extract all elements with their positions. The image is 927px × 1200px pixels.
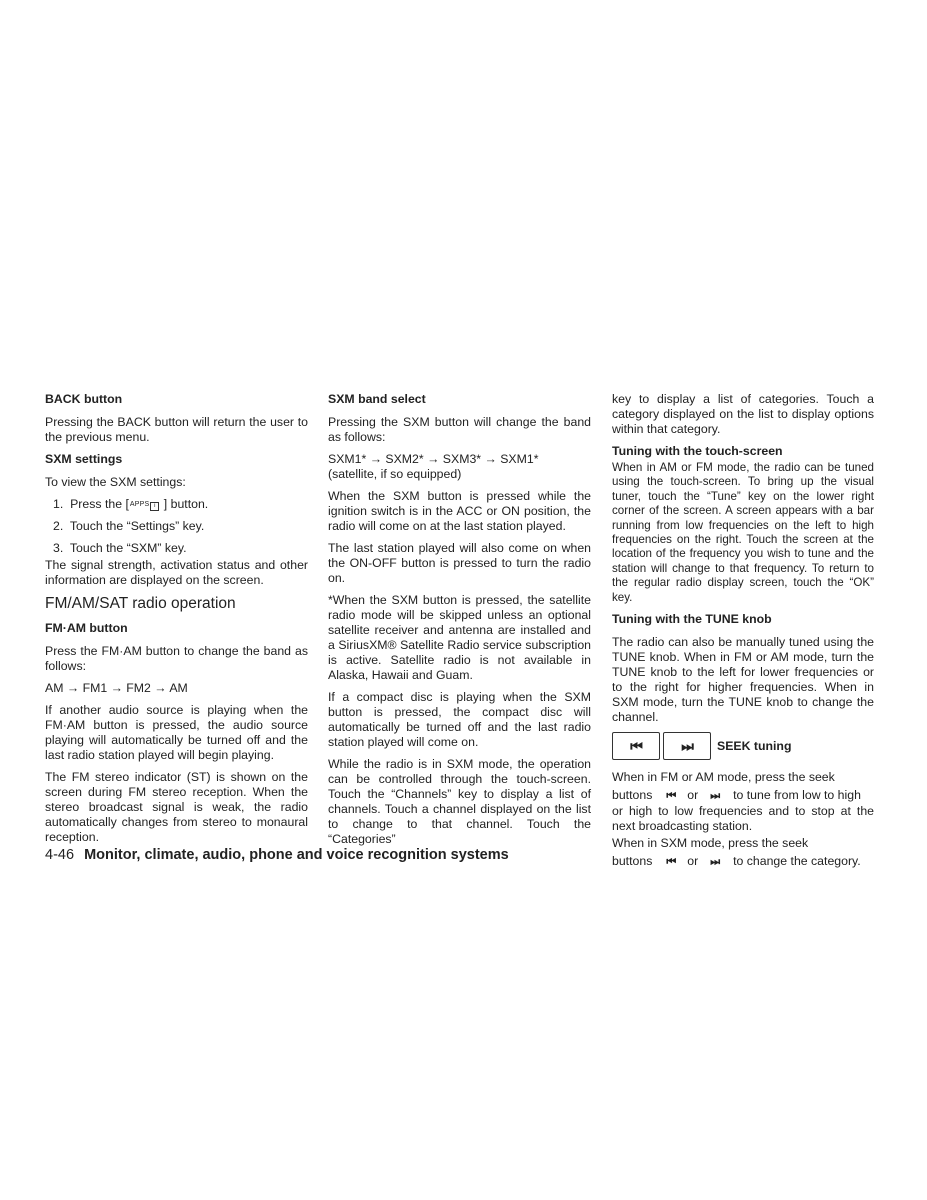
categories-continued: key to display a list of categories. Touch a category displayed on the list to display options within that category. — [612, 392, 874, 436]
column-middle — [328, 392, 591, 854]
cd-text: If a compact disc is playing when the SXM button is pressed, the compact disc will automatically be turned off and the last radio station played will come on. — [328, 690, 591, 749]
step-1 — [53, 497, 308, 512]
apps-key-icon — [129, 500, 160, 511]
seek-sxm-line2 — [612, 854, 874, 870]
column-right — [612, 392, 874, 870]
sxm-settings-intro: To view the SXM settings: — [45, 475, 186, 489]
fmam-button-heading: FM·AM button — [45, 621, 128, 635]
apps-key-label: APPS — [129, 501, 150, 508]
page-number: 4-46 — [45, 847, 75, 863]
section-title: FM/AM/SAT radio operation — [45, 595, 236, 612]
seek-forward-small-icon-2: ⏭ — [710, 856, 720, 869]
step-1-pre: 1. Press the [ — [53, 497, 129, 511]
step-2: 2. Touch the “Settings” key. — [53, 519, 205, 533]
seek-fm-post: to tune from low to high — [733, 788, 861, 803]
touch-screen-heading: Tuning with the touch-screen — [612, 444, 783, 458]
back-button-heading: BACK button — [45, 392, 123, 406]
other-source-text: If another audio source is playing when the FM·AM button is pressed, the audio source playing will automatically be turned off and the last radio station played will begin playing. — [45, 703, 308, 762]
signal-text: The signal strength, activation status and other information are displayed on the screen. — [45, 558, 308, 587]
seek-fm-rest: or high to low frequencies and to stop at the next broadcasting station. — [612, 804, 874, 834]
seek-or-word: or — [687, 788, 699, 803]
fmam-sequence: AM → FM1 → FM2 → AM — [45, 681, 188, 695]
step-1-post: ] button. — [163, 497, 209, 511]
chapter-title: Monitor, climate, audio, phone and voice recognition systems — [84, 847, 509, 863]
seek-tuning-row — [612, 732, 874, 760]
band-select-heading: SXM band select — [328, 392, 426, 406]
band-sequence: SXM1* → SXM2* → SXM3* → SXM1* (satellite, if so equipped) — [328, 452, 539, 481]
stereo-text: The FM stereo indicator (ST) is shown on the screen during FM stereo reception. When the stereo broadcast signal is weak, the radio automatically changes from stereo to monaural reception. — [45, 770, 308, 844]
seek-or-word-2: or — [687, 854, 699, 869]
tune-knob-text: The radio can also be manually tuned using the TUNE knob. When in FM or AM mode, turn the TUNE knob to the left for lower frequencies or to the right for higher frequencies. When in SXM mode, turn the TUNE knob to change the channel. — [612, 635, 874, 725]
fmam-button-text: Press the FM·AM button to change the band as follows: — [45, 644, 308, 673]
ignition-text: When the SXM button is pressed while the ignition switch is in the ACC or ON position, the radio will come on at the last station played. — [328, 489, 591, 533]
sxm-mode-text: While the radio is in SXM mode, the operation can be controlled through the touch-screen. Touch the “Channels” key to display a list of channels. Touch a channel displayed on the list to change to that channel. Touch the “Categories” — [328, 757, 591, 846]
page-footer — [45, 847, 509, 864]
seek-sxm-post: to change the category. — [733, 854, 861, 869]
tune-knob-heading: Tuning with the TUNE knob — [612, 612, 772, 627]
last-station-text: The last station played will also come on when the ON-OFF button is pressed to turn the radio on. — [328, 541, 591, 585]
seek-sxm-buttons-word: buttons — [612, 854, 653, 869]
band-select-text: Pressing the SXM button will change the band as follows: — [328, 415, 591, 444]
seek-fm-line2 — [612, 788, 874, 804]
info-icon: i — [150, 502, 159, 511]
skipped-text: *When the SXM button is pressed, the satellite radio mode will be skipped unless an optional satellite receiver and antenna are installed and a SiriusXM® Satellite Radio service subscription is active. Satellite radio is not available in Alaska, Hawaii and Guam. — [328, 593, 591, 682]
touch-screen-text: When in AM or FM mode, the radio can be tuned using the touch-screen. To bring up the visual tuner, touch the “Tune” key on the lower right corner of the screen. A screen appears with a bar running from low frequencies on the left to high frequencies on the right. Touch the screen at the location of the frequency you wish to tune and the station will change to that frequency. To return to the regular radio display screen, touch the “OK” key. — [612, 461, 874, 604]
seek-back-small-icon: ⏮ — [666, 790, 676, 803]
seek-back-icon: ⏮ — [612, 732, 660, 760]
seek-forward-small-icon: ⏭ — [710, 790, 720, 803]
seek-back-small-icon-2: ⏮ — [666, 856, 676, 869]
back-button-text: Pressing the BACK button will return the user to the previous menu. — [45, 415, 308, 444]
sxm-settings-heading: SXM settings — [45, 452, 123, 466]
seek-fm-line1: When in FM or AM mode, press the seek — [612, 770, 835, 785]
seek-tuning-heading: SEEK tuning — [717, 738, 792, 753]
step-3: 3. Touch the “SXM” key. — [53, 541, 187, 555]
seek-fm-buttons-word: buttons — [612, 788, 653, 803]
seek-sxm-line1: When in SXM mode, press the seek — [612, 836, 809, 851]
column-left — [45, 392, 308, 852]
seek-forward-icon: ⏭ — [663, 732, 711, 760]
